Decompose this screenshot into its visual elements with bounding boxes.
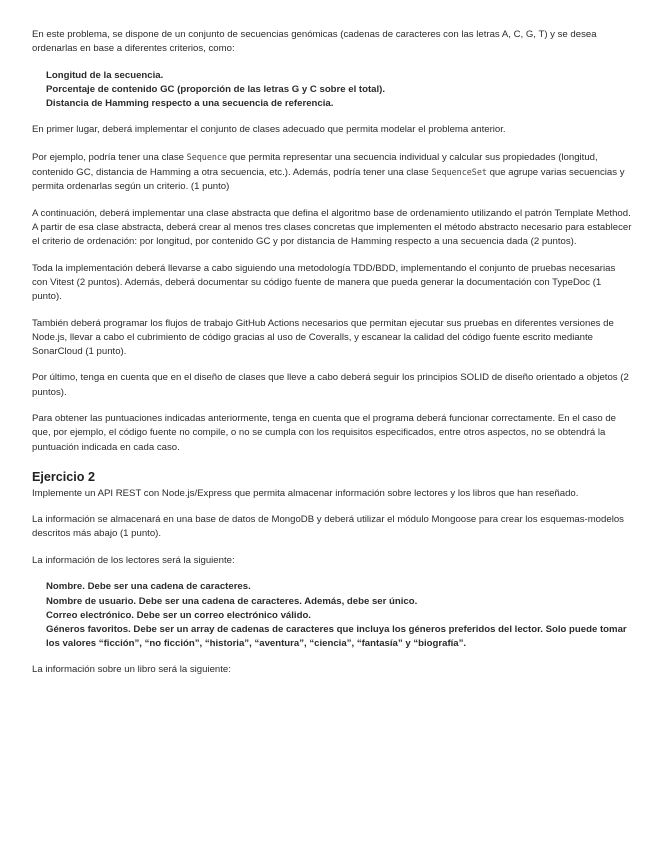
sequence-class-code: Sequence — [186, 151, 228, 162]
criteria-item-gc: Porcentaje de contenido GC (proporción de las letras G y C sobre el total). — [46, 83, 386, 95]
reader-field-name: Nombre. Debe ser una cadena de caracteres. — [46, 581, 251, 593]
example-text-c: que agrupe varias secuencias y permita ordenarlas según un criterio. (1 punto) — [32, 167, 625, 193]
scores-paragraph: Para obtener las puntuaciones indicadas anteriormente, tenga en cuenta que el programa deberá funcionar correctamente. En el caso de que, por ejemplo, el código fuente no compile, o no se cumpla con los requisitos especificados, entre otros aspectos, no se obtendrá la puntuación indicada en cada caso. — [32, 413, 616, 453]
sequenceset-class-code: SequenceSet — [431, 167, 487, 178]
example-paragraph — [32, 150, 632, 195]
reader-field-username: Nombre de usuario. Debe ser una cadena de caracteres. Además, debe ser único. — [46, 595, 418, 607]
exercise-2-heading: Ejercicio 2 — [32, 469, 96, 484]
example-text-b: que permita representar una secuencia individual y calcular sus propiedades (longitud, contenido GC, distancia de Hamming a otra secuencia, etc.). Además, podría tener una clase — [32, 151, 598, 179]
solid-paragraph: Por último, tenga en cuenta que en el diseño de clases que lleve a cabo deberá seguir los principios SOLID de diseño orientado a objetos (2 puntos). — [32, 372, 629, 398]
mongo-paragraph: La información se almacenará en una base de datos de MongoDB y deberá utilizar el módulo Mongoose para crear los esquemas-modelos descritos más abajo (1 punto). — [32, 514, 624, 540]
criteria-list — [32, 69, 632, 112]
tdd-paragraph: Toda la implementación deberá llevarse a cabo siguiendo una metodología TDD/BDD, implementando el conjunto de pruebas necesarias con Vitest (2 puntos). Además, deberá documentar su código fuente de manera que pueda generar la documentación con TypeDoc (1 punto). — [32, 262, 616, 303]
exercise-2-intro: Implemente un API REST con Node.js/Express que permita almacenar información sobre lectores y los libros que han reseñado. — [32, 487, 579, 499]
reader-fields-list — [32, 580, 632, 651]
readers-paragraph: La información de los lectores será la siguiente: — [32, 554, 235, 566]
template-method-paragraph: A continuación, deberá implementar una clase abstracta que defina el algoritmo base de ordenamiento utilizando el patrón Template Method. A partir de esa clase abstracta, deberá crear al menos tres clases concretas que implementen el método abstracto necesario para establecer el criterio de ordenación: por longitud, por contenido GC y por distancia de Hamming respecto a una secuencia dada (2 puntos). — [32, 207, 632, 248]
reader-field-email: Correo electrónico. Debe ser un correo electrónico válido. — [46, 609, 311, 621]
first-paragraph: En primer lugar, deberá implementar el conjunto de clases adecuado que permita modelar el problema anterior. — [32, 124, 506, 136]
reader-field-genres: Géneros favoritos. Debe ser un array de cadenas de caracteres que incluya los géneros preferidos del lector. Solo puede tomar los valores “ficción”, “no ficción”, “historia”, “aventura”, “ciencia”, “fantasía” y “biografía”. — [46, 624, 627, 650]
intro-paragraph: En este problema, se dispone de un conjunto de secuencias genómicas (cadenas de caracteres con las letras A, C, G, T) y se desea ordenarlas en base a diferentes criterios, como: — [32, 29, 597, 55]
example-text-a: Por ejemplo, podría tener una clase — [32, 151, 187, 163]
github-actions-paragraph: También deberá programar los flujos de trabajo GitHub Actions necesarios que permitan ejecutar sus pruebas en diferentes versiones de Node.js, llevar a cabo el cubrimiento de código gracias al uso de Coveralls, y escanear la calidad del código fuente escrito mediante SonarCloud (1 punto). — [32, 317, 614, 357]
criteria-item-hamming: Distancia de Hamming respecto a una secuencia de referencia. — [46, 98, 334, 110]
books-paragraph: La información sobre un libro será la siguiente: — [32, 664, 231, 676]
document-page — [32, 28, 632, 690]
criteria-item-length: Longitud de la secuencia. — [46, 69, 164, 81]
